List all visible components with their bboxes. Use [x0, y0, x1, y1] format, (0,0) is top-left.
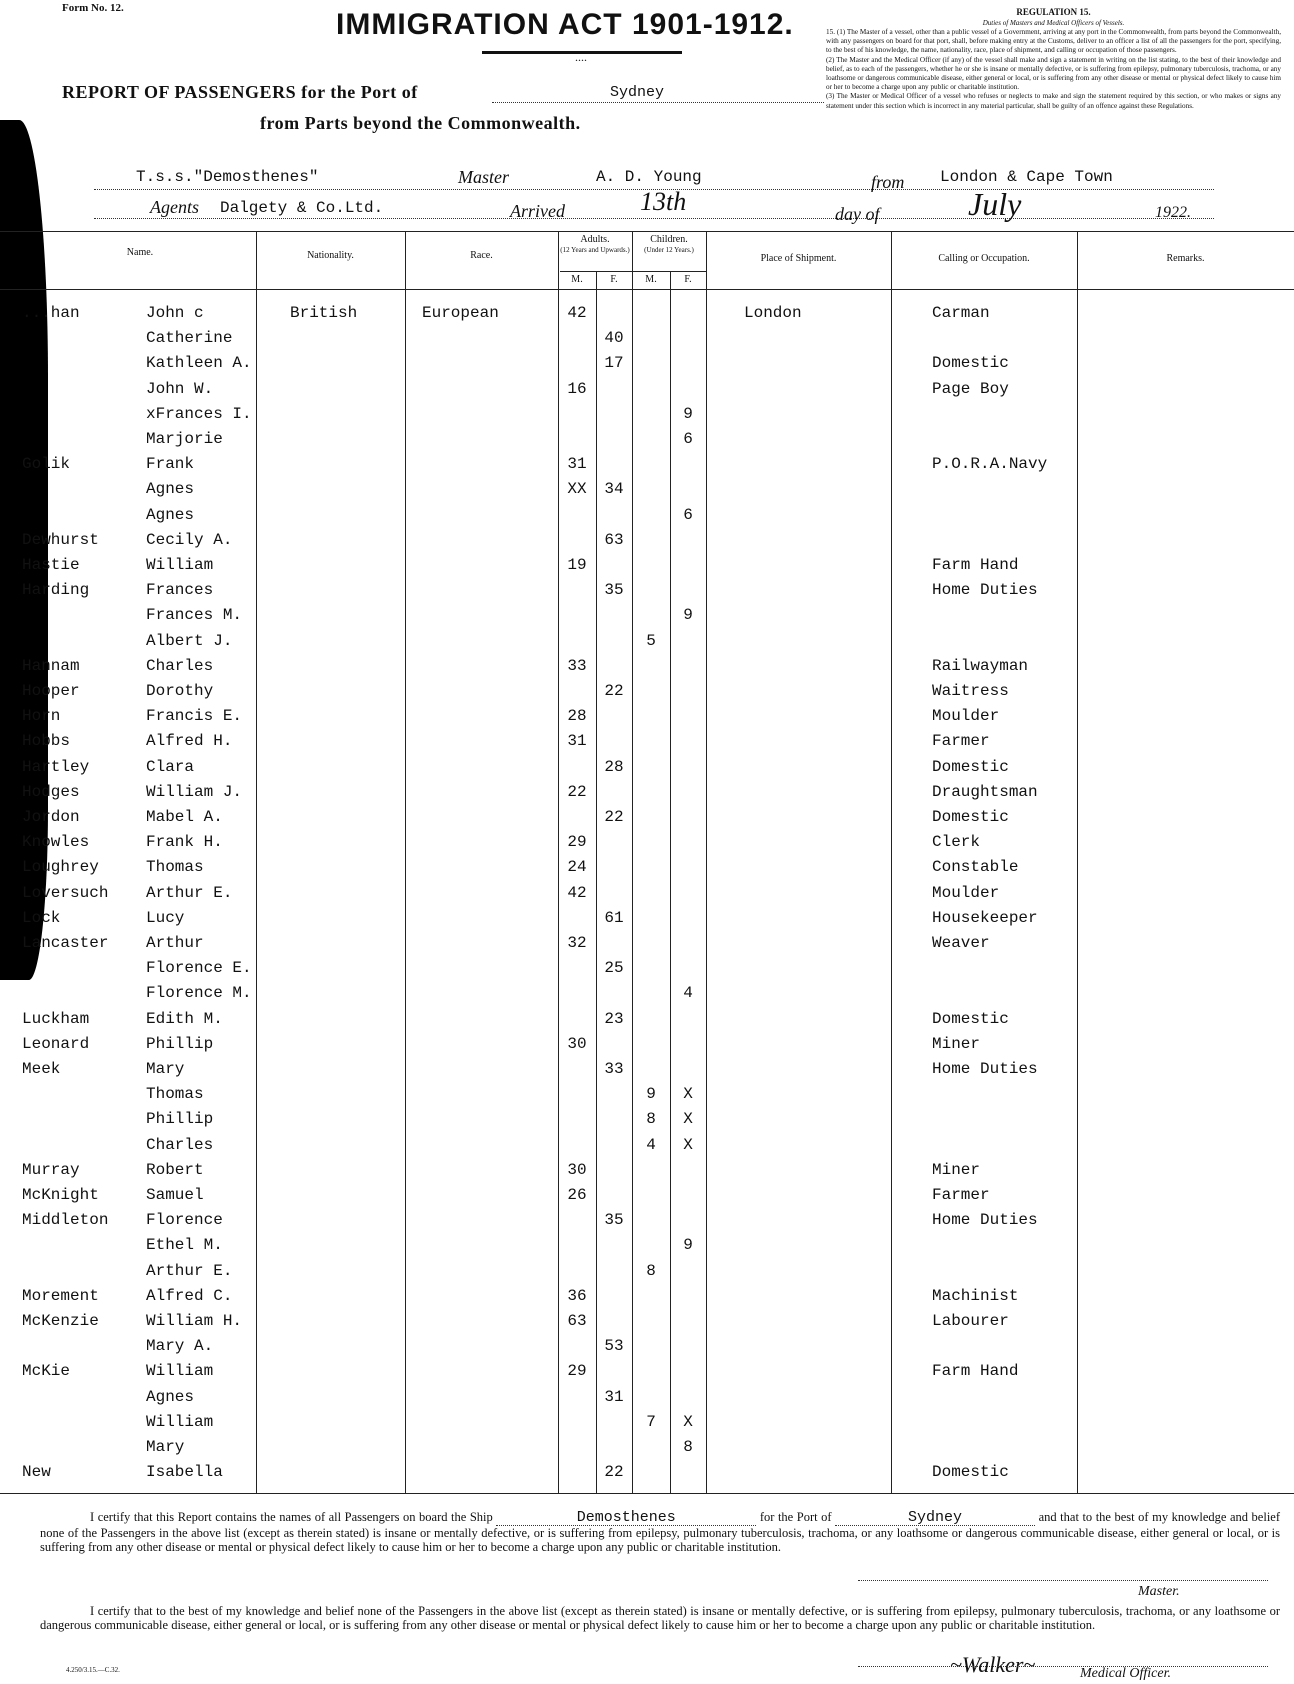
- arrived-day: 13th: [640, 187, 687, 216]
- cell-adult-male: 16: [567, 379, 587, 398]
- cell-adult-male: 42: [567, 883, 587, 902]
- arrival-year: 1922.: [1155, 204, 1191, 221]
- cell-given-name: Frances M.: [146, 606, 243, 625]
- col-head-children-sub: (Under 12 Years.): [644, 246, 694, 254]
- title-dots: ....: [575, 50, 587, 64]
- cell-given-name: Frances: [146, 581, 214, 600]
- ship-name: T.s.s."Demosthenes": [136, 168, 319, 186]
- cert1-text-a: I certify that this Report contains the names of all Passengers on board the Ship: [90, 1510, 493, 1524]
- col-head-child-m: M.: [645, 274, 657, 285]
- master-certificate: [40, 1510, 1280, 1554]
- cell-adult-male: 22: [567, 782, 587, 801]
- page-title: IMMIGRATION ACT 1901-1912.: [336, 8, 794, 41]
- cell-given-name: Albert J.: [146, 631, 233, 650]
- cell-surname: Hobbs: [22, 732, 71, 751]
- col-head-remarks: Remarks.: [1166, 253, 1205, 264]
- cell-surname: ...han: [22, 304, 80, 322]
- cell-given-name: Frank H.: [146, 833, 223, 852]
- form-number: Form No. 12.: [62, 2, 124, 14]
- cell-child-female: 9: [683, 1236, 693, 1255]
- cell-adult-male: 26: [567, 1186, 587, 1204]
- agents-label: Agents: [150, 197, 199, 217]
- cell-child-female: X: [683, 1085, 693, 1104]
- report-heading: REPORT OF PASSENGERS for the Port of: [62, 82, 418, 102]
- cert1-port: Sydney: [835, 1511, 1035, 1526]
- cell-occupation: Home Duties: [932, 1060, 1038, 1078]
- cell-occupation: Domestic: [932, 1009, 1009, 1028]
- cell-adult-male: 31: [567, 455, 587, 474]
- master-signature-label: Master.: [1138, 1584, 1180, 1599]
- col-head-place: Place of Shipment.: [760, 253, 837, 264]
- cell-occupation: Page Boy: [932, 379, 1009, 398]
- cell-adult-male: 28: [567, 707, 587, 726]
- cell-given-name: Robert: [146, 1160, 204, 1179]
- col-divider-7: [706, 231, 707, 1493]
- cell-adult-female: 61: [604, 908, 624, 927]
- cell-surname: McKenzie: [22, 1312, 99, 1330]
- cell-surname: Harding: [22, 581, 90, 600]
- cell-given-name: William: [146, 556, 214, 574]
- master-name: A. D. Young: [596, 168, 702, 186]
- cell-given-name: Arthur: [146, 934, 204, 952]
- regulation-heading: REGULATION 15.: [1016, 7, 1091, 17]
- arrival-month: July: [968, 186, 1022, 222]
- cell-child-female: X: [683, 1412, 693, 1431]
- cell-adult-male: 29: [567, 833, 587, 852]
- cell-given-name: Agnes: [146, 480, 195, 499]
- cell-adult-male: 31: [567, 732, 587, 751]
- cell-occupation: Miner: [932, 1034, 981, 1053]
- cell-adult-male: 30: [567, 1034, 587, 1053]
- cell-adult-female: 22: [604, 808, 624, 826]
- cell-occupation: Moulder: [932, 883, 1000, 902]
- cell-given-name: Mary A.: [146, 1337, 214, 1356]
- cell-given-name: Thomas: [146, 858, 204, 877]
- cell-occupation: Farmer: [932, 1186, 990, 1204]
- col-head-adult-m: M.: [571, 274, 583, 285]
- cell-child-male: 5: [646, 631, 656, 650]
- arrived-label: Arrived: [510, 201, 565, 221]
- cell-surname: Golik: [22, 455, 71, 474]
- cell-given-name: Mabel A.: [146, 808, 223, 826]
- cell-given-name: William H.: [146, 1312, 243, 1330]
- cell-occupation: Railwayman: [932, 656, 1029, 675]
- medical-signature-line: [858, 1666, 1268, 1667]
- cell-given-name: xFrances I.: [146, 404, 252, 423]
- medical-certificate: [40, 1604, 1280, 1632]
- cell-adult-male: 42: [567, 304, 587, 322]
- cell-given-name: Phillip: [146, 1110, 214, 1129]
- cell-adult-female: 25: [604, 959, 624, 978]
- cell-given-name: Francis E.: [146, 707, 243, 726]
- port-underline: [492, 102, 824, 103]
- cell-given-name: Marjorie: [146, 430, 223, 448]
- cell-occupation: Domestic: [932, 1463, 1009, 1482]
- cell-given-name: John W.: [146, 379, 214, 398]
- port-value: Sydney: [610, 84, 665, 101]
- cell-surname: Morement: [22, 1286, 99, 1305]
- col-head-nationality: Nationality.: [307, 250, 354, 261]
- cell-given-name: Lucy: [146, 908, 185, 927]
- cell-surname: Loughrey: [22, 858, 99, 877]
- cell-surname: New: [22, 1463, 51, 1482]
- cell-given-name: Arthur E.: [146, 883, 233, 902]
- cell-adult-male: 29: [567, 1362, 587, 1381]
- cell-adult-male: 32: [567, 934, 587, 952]
- cell-given-name: Alfred C.: [146, 1286, 233, 1305]
- cell-occupation: Farm Hand: [932, 556, 1019, 574]
- cell-given-name: Mary: [146, 1060, 185, 1078]
- cell-adult-female: 23: [604, 1009, 624, 1028]
- col-divider-2: [405, 231, 406, 1493]
- cell-given-name: Agnes: [146, 1387, 195, 1406]
- cell-surname: Murray: [22, 1160, 80, 1179]
- col-divider-6: [670, 271, 671, 1493]
- cell-child-male: 4: [646, 1135, 656, 1154]
- cell-given-name: Agnes: [146, 505, 195, 524]
- cell-given-name: Arthur E.: [146, 1261, 233, 1280]
- col-head-adult-f: F.: [610, 274, 618, 285]
- cell-given-name: Charles: [146, 1135, 214, 1154]
- cell-given-name: Cecily A.: [146, 530, 233, 549]
- cell-child-female: X: [683, 1135, 693, 1154]
- cell-occupation: Home Duties: [932, 581, 1038, 600]
- cell-adult-male: 19: [567, 556, 587, 574]
- cell-occupation: Housekeeper: [932, 908, 1038, 927]
- cell-adult-female: 40: [604, 329, 624, 348]
- cell-given-name: Dorothy: [146, 682, 214, 700]
- cell-surname: Jordon: [22, 808, 80, 826]
- cell-child-male: 8: [646, 1110, 656, 1129]
- cell-given-name: Florence E.: [146, 959, 252, 978]
- cell-adult-male: 33: [567, 656, 587, 675]
- cell-adult-female: 22: [604, 1463, 624, 1482]
- col-head-adults: Adults.: [580, 234, 610, 245]
- cell-occupation: Miner: [932, 1160, 981, 1179]
- cell-race: European: [422, 304, 499, 322]
- cell-adult-female: 35: [604, 1211, 624, 1230]
- col-head-calling: Calling or Occupation.: [938, 253, 1030, 264]
- from-label: from: [871, 172, 905, 192]
- cell-adult-female: 28: [604, 757, 624, 776]
- cell-given-name: John c: [146, 304, 204, 322]
- cell-surname: Horn: [22, 707, 61, 726]
- cell-surname: Lock: [22, 908, 61, 927]
- cell-child-male: 8: [646, 1261, 656, 1280]
- cell-occupation: Farm Hand: [932, 1362, 1019, 1381]
- cell-nationality: British: [290, 304, 358, 322]
- cell-occupation: Labourer: [932, 1312, 1009, 1330]
- medical-officer-signature: ~Walker~: [950, 1652, 1036, 1677]
- col-head-race: Race.: [470, 250, 493, 261]
- cell-given-name: Mary: [146, 1438, 185, 1456]
- master-signature-line: [858, 1580, 1268, 1581]
- from-parts-heading: from Parts beyond the Commonwealth.: [260, 113, 581, 133]
- cell-adult-female: 22: [604, 682, 624, 700]
- cell-adult-female: 35: [604, 581, 624, 600]
- cell-occupation: Clerk: [932, 833, 981, 852]
- cell-surname: McKnight: [22, 1186, 99, 1204]
- col-divider-9: [1077, 231, 1078, 1493]
- cell-surname: Leonard: [22, 1034, 90, 1053]
- cell-surname: Hartley: [22, 757, 90, 776]
- cell-given-name: Alfred H.: [146, 732, 233, 751]
- cell-surname: McKie: [22, 1362, 71, 1381]
- cell-child-female: 6: [683, 505, 693, 524]
- cell-place-of-shipment: London: [744, 304, 802, 322]
- agents-value: Dalgety & Co.Ltd.: [220, 199, 384, 217]
- cell-occupation: Waitress: [932, 682, 1009, 700]
- agents-line: [94, 218, 1214, 219]
- cell-occupation: Draughtsman: [932, 782, 1038, 801]
- cell-surname: Hannam: [22, 656, 80, 675]
- cell-given-name: Phillip: [146, 1034, 214, 1053]
- day-of-label: day of: [835, 204, 880, 224]
- cell-surname: Loversuch: [22, 883, 109, 902]
- master-label: Master: [458, 167, 509, 187]
- cell-occupation: Domestic: [932, 808, 1009, 826]
- cert1-text-c: and that to the best of my knowledge and belief none of the Passengers in the above list (except as therein stated) is insane or mentally defective, or is suffering from epilepsy, pulmonary tuberculosis, trachoma, or any loathsome or dangerous communicable disease, either general or local, or is suffering from any other disease or mental or physical defect likely to cause him or her to become a charge upon any public or charitable institution.: [40, 1510, 1281, 1554]
- printer-code: 4.250/3.15.—C.32.: [66, 1666, 120, 1674]
- regulation-subheading: Duties of Masters and Medical Officers of Vessels.: [982, 19, 1125, 27]
- cell-child-female: 4: [683, 984, 693, 1003]
- cell-child-female: X: [683, 1110, 693, 1129]
- cell-adult-male: 30: [567, 1160, 587, 1179]
- col-head-name: Name.: [126, 247, 154, 258]
- from-value: London & Cape Town: [940, 168, 1113, 186]
- cell-surname: Middleton: [22, 1211, 109, 1230]
- cert1-ship: Demosthenes: [496, 1511, 756, 1526]
- cell-given-name: William: [146, 1412, 214, 1431]
- col-divider-8: [891, 231, 892, 1493]
- cell-given-name: Isabella: [146, 1463, 223, 1482]
- col-head-children: Children.: [650, 234, 688, 245]
- cell-surname: Hooper: [22, 682, 80, 700]
- cell-child-female: 6: [683, 430, 693, 448]
- cell-given-name: William: [146, 1362, 214, 1381]
- cell-given-name: William J.: [146, 782, 243, 801]
- cell-child-female: 9: [683, 606, 693, 625]
- regulation-para-2: (2) The Master and the Medical Officer (if any) of the vessel shall make and sign a statement in writing on the list stating, to the best of their knowledge and belief, as to each of the passengers, whether he or she is insane or mentally defective, or is suffering from epilepsy, pulmonary tuberculosis, trachoma, or any loathsome or dangerous communicable disease, either general or local, or is suffering from any other disease or mental or physical defect likely to cause him or her to become a charge upon any public or charitable institution.: [826, 55, 1281, 92]
- cell-surname: Lancaster: [22, 934, 109, 952]
- mf-subheader-rule: [560, 271, 706, 272]
- cell-occupation: Home Duties: [932, 1211, 1038, 1230]
- cell-child-female: 9: [683, 404, 693, 423]
- col-divider-1: [256, 231, 257, 1493]
- cell-surname: Dewhurst: [22, 530, 99, 549]
- cell-child-female: 8: [683, 1438, 693, 1456]
- cell-occupation: Weaver: [932, 934, 990, 952]
- cell-adult-male: XX: [567, 480, 587, 499]
- table-bottom-rule: [0, 1493, 1294, 1494]
- cell-occupation: Farmer: [932, 732, 990, 751]
- cell-adult-male: 36: [567, 1286, 587, 1305]
- cell-given-name: Samuel: [146, 1186, 204, 1204]
- cell-occupation: Moulder: [932, 707, 1000, 726]
- cell-occupation: Carman: [932, 304, 990, 322]
- cell-given-name: Thomas: [146, 1085, 204, 1104]
- regulation-box: [826, 6, 1281, 111]
- cell-occupation: Domestic: [932, 757, 1009, 776]
- cell-surname: Luckham: [22, 1009, 90, 1028]
- table-top-rule: [0, 231, 1294, 232]
- cell-adult-female: 63: [604, 530, 624, 549]
- cell-occupation: Machinist: [932, 1286, 1019, 1305]
- cell-given-name: Florence M.: [146, 984, 252, 1003]
- cell-adult-female: 53: [604, 1337, 624, 1356]
- regulation-para-1: 15. (1) The Master of a vessel, other than a public vessel of a Government, arriving at any port in the Commonwealth, from parts beyond the Commonwealth, with any passengers on board for that port, shall, before making entry at the Customs, deliver to an officer a list of all the passengers for the port, specifying, to the best of his knowledge, the name, nationality, race, place of shipment, and calling or occupation of those passengers.: [826, 28, 1281, 55]
- cell-surname: Hastie: [22, 556, 80, 574]
- cell-child-male: 7: [646, 1412, 656, 1431]
- cell-adult-female: 33: [604, 1060, 624, 1078]
- cell-adult-female: 31: [604, 1387, 624, 1406]
- cell-given-name: Edith M.: [146, 1009, 223, 1028]
- cell-adult-male: 24: [567, 858, 587, 877]
- cell-given-name: Catherine: [146, 329, 233, 348]
- col-divider-5: [632, 231, 633, 1493]
- cell-surname: Knowles: [22, 833, 90, 852]
- cell-adult-female: 34: [604, 480, 624, 499]
- cell-adult-male: 63: [567, 1312, 587, 1330]
- cell-child-male: 9: [646, 1085, 656, 1104]
- cell-occupation: Constable: [932, 858, 1019, 877]
- cert1-text-b: for the Port of: [759, 1510, 832, 1524]
- regulation-para-3: (3) The Master or Medical Officer of a vessel who refuses or neglects to make and sign the statement required by this section, or who makes or signs any statement under this section which is incorrect in any material particular, shall be guilty of an offence against these Regulations.: [826, 92, 1281, 110]
- cell-given-name: Clara: [146, 757, 195, 776]
- cell-occupation: P.O.R.A.Navy: [932, 455, 1048, 474]
- cell-occupation: Domestic: [932, 354, 1009, 373]
- cell-adult-female: 17: [604, 354, 624, 373]
- cell-surname: Hodges: [22, 782, 80, 801]
- cert2-text: I certify that to the best of my knowledge and belief none of the Passengers in the above list (except as therein stated) is insane or mentally defective, or is suffering from epilepsy, pulmonary tuberculosis, trachoma, or any loathsome or dangerous communicable disease, either general or local, or is suffering from any other disease or mental or physical defect likely to cause him or her to become a charge upon any public or charitable institution.: [40, 1604, 1280, 1632]
- medical-signature-label: Medical Officer.: [1080, 1666, 1171, 1681]
- col-divider-4: [596, 271, 597, 1493]
- cell-given-name: Charles: [146, 656, 214, 675]
- table-header-rule: [0, 289, 1294, 290]
- cell-given-name: Kathleen A.: [146, 354, 252, 373]
- col-head-adults-sub: (12 Years and Upwards.): [560, 246, 630, 254]
- cell-given-name: Frank: [146, 455, 195, 474]
- col-head-child-f: F.: [684, 274, 692, 285]
- cell-given-name: Ethel M.: [146, 1236, 223, 1255]
- cell-given-name: Florence: [146, 1211, 223, 1230]
- cell-surname: Meek: [22, 1060, 61, 1078]
